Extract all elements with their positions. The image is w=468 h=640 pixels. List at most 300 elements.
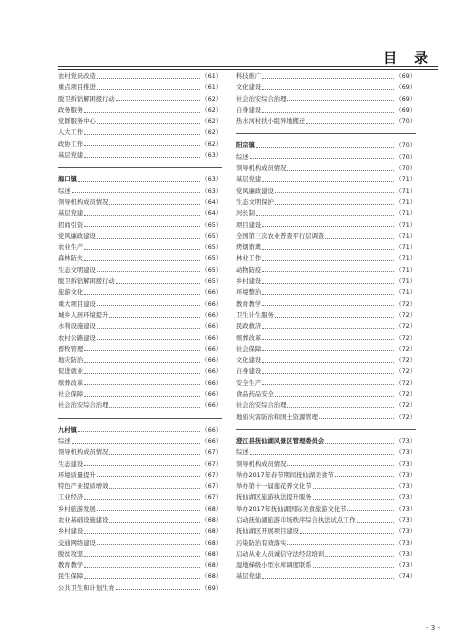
dot-leader: [262, 248, 394, 250]
toc-entry[interactable]: [58, 310, 222, 321]
toc-entry[interactable]: [58, 231, 222, 242]
dot-leader: [300, 532, 394, 534]
toc-entry-title: 脱贫攻坚: [58, 550, 84, 558]
dot-leader: [262, 293, 394, 295]
toc-entry-page: （66）: [201, 289, 222, 297]
toc-entry-page: （72）: [395, 345, 416, 353]
toc-entry-title: 殡葬改革: [58, 379, 84, 387]
dot-leader: [262, 361, 394, 363]
toc-entry-page: （71）: [395, 221, 416, 229]
toc-entry-title: 综述: [236, 153, 249, 161]
dot-leader: [84, 372, 200, 374]
dot-leader: [250, 157, 395, 159]
toc-entry-title: 林业工作: [236, 255, 262, 263]
toc-entry-page: （68）: [201, 562, 222, 570]
toc-entry[interactable]: [58, 571, 222, 582]
dot-leader: [72, 442, 201, 444]
toc-section-heading[interactable]: [58, 174, 222, 185]
toc-entry[interactable]: [236, 152, 416, 163]
toc-entry-page: （66）: [201, 300, 222, 308]
toc-entry-title: 举办2017年春节期间抚仙湖美食节: [236, 471, 334, 479]
dot-leader: [256, 146, 395, 148]
toc-entry-page: （62）: [201, 106, 222, 114]
toc-entry-title: 人大工作: [58, 129, 84, 137]
toc-entry-page: （66）: [201, 426, 222, 434]
toc-entry[interactable]: [236, 82, 416, 93]
toc-entry[interactable]: [236, 378, 416, 389]
toc-entry[interactable]: [58, 105, 222, 116]
toc-entry-title: 领导机构成员情况: [58, 449, 109, 457]
toc-entry-title: 民政救济: [236, 323, 262, 331]
toc-entry-page: （67）: [201, 449, 222, 457]
toc-entry[interactable]: [58, 197, 222, 208]
toc-entry-title: 自身建设: [236, 368, 262, 376]
toc-entry-page: （71）: [395, 289, 416, 297]
dot-leader: [84, 532, 200, 534]
dot-leader: [84, 144, 200, 146]
toc-entry-title: 重点项目推进: [58, 84, 96, 92]
toc-entry-page: （64）: [201, 210, 222, 218]
toc-entry[interactable]: [236, 299, 416, 310]
toc-entry-title: 乡村建设: [236, 278, 262, 286]
dot-leader: [84, 464, 200, 466]
toc-entry-page: （71）: [395, 198, 416, 206]
dot-leader: [116, 588, 201, 590]
dot-leader: [84, 156, 200, 158]
toc-entry-page: （71）: [395, 278, 416, 286]
toc-entry-page: （66）: [201, 334, 222, 342]
toc-entry-title: 政务服务: [58, 106, 84, 114]
toc-entry[interactable]: [58, 253, 222, 264]
toc-entry[interactable]: [58, 355, 222, 366]
toc-entry-title: 工业经济: [58, 494, 84, 502]
toc-entry-title: 文化建设: [236, 84, 262, 92]
toc-entry[interactable]: [236, 163, 416, 174]
toc-entry[interactable]: [58, 287, 222, 298]
toc-entry[interactable]: [236, 560, 416, 571]
dot-leader: [262, 372, 394, 374]
toc-entry-page: （71）: [395, 255, 416, 263]
toc-entry[interactable]: [58, 504, 222, 515]
toc-entry-page: （65）: [201, 266, 222, 274]
dot-leader: [275, 203, 395, 205]
toc-entry[interactable]: [236, 504, 416, 515]
toc-entry-page: （73）: [395, 528, 416, 536]
dot-leader: [109, 487, 200, 489]
toc-entry-title: 举办2017年抚仙湖国际美食旅游文化节: [236, 505, 347, 513]
toc-entry-page: （73）: [395, 471, 416, 479]
toc-entry-title: 海口镇: [58, 176, 77, 184]
toc-entry-page: （72）: [395, 379, 416, 387]
toc-entry-title: 脱卫拆钻解困援行动: [58, 278, 115, 286]
dot-leader: [325, 555, 394, 557]
dot-leader: [313, 498, 395, 500]
toc-entry-title: 科技推广: [236, 73, 262, 80]
toc-entry-page: （73）: [395, 449, 416, 457]
dot-leader: [97, 543, 201, 545]
toc-entry[interactable]: [58, 447, 222, 458]
toc-entry-page: （65）: [201, 221, 222, 229]
dot-leader: [97, 327, 201, 329]
toc-entry[interactable]: [58, 220, 222, 231]
dot-leader: [116, 282, 201, 284]
toc-entry[interactable]: [236, 538, 416, 549]
toc-entry[interactable]: [58, 389, 222, 400]
toc-entry[interactable]: [58, 538, 222, 549]
toc-entry[interactable]: [236, 174, 416, 185]
toc-entry[interactable]: [236, 321, 416, 332]
toc-section-heading[interactable]: [236, 140, 416, 151]
toc-entry[interactable]: [236, 208, 416, 219]
toc-entry-page: （67）: [201, 494, 222, 502]
toc-entry-title: 全国第三次农业普查平行层调查: [236, 232, 325, 240]
dot-leader: [109, 453, 200, 455]
dot-leader: [262, 327, 394, 329]
toc-entry-page: （71）: [395, 176, 416, 184]
toc-entry-page: （62）: [201, 118, 222, 126]
toc-entry-title: 殡葬改革: [236, 334, 262, 342]
toc-entry-page: （71）: [395, 232, 416, 240]
toc-entry-page: （71）: [395, 210, 416, 218]
dot-leader: [84, 555, 200, 557]
toc-entry[interactable]: [58, 116, 222, 127]
toc-entry[interactable]: [236, 526, 416, 537]
toc-entry-title: 社会治安综合治理: [236, 95, 287, 103]
toc-entry-title: 阳宗镇: [236, 142, 255, 150]
toc-entry-page: （72）: [395, 391, 416, 399]
toc-entry[interactable]: [58, 549, 222, 560]
dot-leader: [84, 349, 200, 351]
toc-entry[interactable]: [58, 492, 222, 503]
toc-entry-page: （69）: [395, 106, 416, 114]
toc-entry-page: （66）: [201, 311, 222, 319]
dot-leader: [357, 521, 395, 523]
toc-entry-page: （73）: [395, 516, 416, 524]
toc-entry-title: 社会治安综合治理: [236, 402, 287, 410]
toc-right-column: [236, 71, 416, 583]
toc-entry-title: 重大项目建设: [58, 300, 96, 308]
toc-entry-title: 教育教学: [236, 300, 262, 308]
toc-entry[interactable]: [236, 310, 416, 321]
toc-entry-title: 安全生产: [236, 379, 262, 387]
toc-entry[interactable]: [236, 344, 416, 355]
toc-entry-title: 党风廉政建设: [236, 187, 274, 195]
dot-leader: [97, 88, 201, 90]
toc-entry[interactable]: [58, 459, 222, 470]
toc-title: 目 录: [383, 51, 434, 67]
dot-leader: [109, 203, 200, 205]
dot-leader: [84, 577, 200, 579]
toc-entry-title: 水利设施建设: [58, 323, 96, 331]
dot-leader: [97, 338, 201, 340]
toc-entry-title: 农业生产: [58, 244, 84, 252]
toc-entry[interactable]: [58, 470, 222, 481]
toc-entry-title: 领导机构成员情况: [58, 198, 109, 206]
toc-entry-page: （72）: [395, 413, 416, 421]
toc-entry[interactable]: [58, 333, 222, 344]
toc-entry-page: （73）: [395, 550, 416, 558]
toc-entry[interactable]: [58, 366, 222, 377]
toc-entry-page: （71）: [395, 266, 416, 274]
toc-entry-title: 农村党员改造: [58, 73, 96, 80]
toc-entry-title: 领导机构成员情况: [236, 165, 287, 173]
toc-section-heading[interactable]: [236, 436, 416, 447]
toc-entry[interactable]: [236, 94, 416, 105]
dot-leader: [97, 237, 201, 239]
dot-leader: [84, 214, 200, 216]
toc-entry[interactable]: [236, 412, 416, 423]
toc-entry-page: （61）: [201, 84, 222, 92]
dot-leader: [109, 316, 200, 318]
toc-entry-title: 教育教学: [58, 562, 84, 570]
toc-section-heading[interactable]: [58, 425, 222, 436]
toc-entry-page: （66）: [201, 391, 222, 399]
toc-entry-title: 综述: [58, 187, 71, 195]
dot-leader: [287, 99, 394, 101]
toc-entry-title: 乡村建设: [58, 528, 84, 536]
dot-leader: [262, 270, 394, 272]
toc-entry-page: （70）: [395, 153, 416, 161]
toc-entry[interactable]: [58, 276, 222, 287]
toc-entry-title: 畜牧管理: [58, 345, 84, 353]
toc-entry[interactable]: [236, 481, 416, 492]
toc-entry-page: （71）: [395, 244, 416, 252]
toc-entry-title: 领导机构成员情况: [236, 460, 287, 468]
toc-entry[interactable]: [58, 71, 222, 82]
toc-entry-page: （70）: [395, 118, 416, 126]
dot-leader: [262, 180, 394, 182]
toc-entry-page: （65）: [201, 255, 222, 263]
toc-entry-title: 基层党建: [236, 573, 262, 581]
toc-entry-title: 地质灾害防治和国土资源管理: [236, 413, 318, 421]
toc-entry[interactable]: [236, 400, 416, 411]
toc-entry[interactable]: [236, 71, 416, 82]
toc-entry-page: （73）: [395, 494, 416, 502]
toc-section: [236, 429, 416, 583]
toc-entry[interactable]: [236, 242, 416, 253]
dot-leader: [97, 509, 201, 511]
toc-entry[interactable]: [236, 220, 416, 231]
toc-entry-page: （64）: [201, 198, 222, 206]
toc-entry[interactable]: [236, 197, 416, 208]
toc-entry-title: 基层党建: [58, 152, 84, 160]
dot-leader: [325, 442, 394, 444]
toc-entry-page: （69）: [201, 584, 222, 592]
toc-entry-page: （65）: [201, 278, 222, 286]
toc-entry-title: 公共卫生和计划生育: [58, 584, 115, 592]
toc-entry-title: 党群服务中心: [58, 118, 96, 126]
toc-entry[interactable]: [236, 231, 416, 242]
toc-entry-title: 抚仙湖区开展项目建设: [236, 528, 299, 536]
dot-leader: [78, 430, 201, 432]
toc-entry[interactable]: [236, 470, 416, 481]
toc-entry[interactable]: [58, 321, 222, 332]
toc-entry-page: （71）: [395, 187, 416, 195]
toc-entry[interactable]: [58, 139, 222, 150]
toc-entry[interactable]: [58, 208, 222, 219]
dot-leader: [97, 475, 201, 477]
toc-entry-title: 综述: [58, 437, 71, 445]
toc-entry-title: 澄江县抚仙湖风景区管理委员会: [236, 437, 325, 445]
toc-entry-title: 交通网络建设: [58, 539, 96, 547]
toc-entry-title: 综述: [236, 449, 249, 457]
toc-entry-page: （69）: [395, 95, 416, 103]
toc-left-column: [58, 71, 222, 594]
dot-leader: [72, 191, 201, 193]
toc-entry-page: （66）: [201, 345, 222, 353]
toc-entry[interactable]: [236, 333, 416, 344]
toc-entry[interactable]: [58, 344, 222, 355]
toc-entry[interactable]: [58, 560, 222, 571]
toc-entry[interactable]: [236, 105, 416, 116]
dot-leader: [275, 395, 395, 397]
toc-entry-page: （72）: [395, 402, 416, 410]
toc-entry-page: （68）: [201, 516, 222, 524]
toc-entry-page: （63）: [201, 187, 222, 195]
toc-entry[interactable]: [58, 583, 222, 594]
dot-leader: [84, 225, 200, 227]
toc-entry-page: （66）: [201, 368, 222, 376]
toc-entry[interactable]: [236, 515, 416, 526]
toc-entry[interactable]: [58, 242, 222, 253]
toc-entry[interactable]: [236, 366, 416, 377]
dot-leader: [84, 248, 200, 250]
toc-entry-title: 项目建设: [236, 221, 262, 229]
toc-entry[interactable]: [236, 116, 416, 127]
toc-entry[interactable]: [58, 378, 222, 389]
toc-entry-title: 乡村旅游发展: [58, 505, 96, 513]
dot-leader: [262, 338, 394, 340]
toc-entry-title: 促进就业: [58, 368, 84, 376]
toc-entry[interactable]: [58, 94, 222, 105]
toc-entry-title: 党风廉政建设: [58, 232, 96, 240]
toc-entry[interactable]: [236, 186, 416, 197]
toc-entry-page: （73）: [395, 483, 416, 491]
toc-entry-title: 民生保障: [58, 573, 84, 581]
toc-entry-title: 九村镇: [58, 426, 77, 434]
toc-entry-page: （72）: [395, 368, 416, 376]
toc-entry-page: （73）: [395, 505, 416, 513]
toc-entry-page: （73）: [395, 539, 416, 547]
dot-leader: [347, 509, 394, 511]
dot-leader: [84, 259, 200, 261]
toc-entry-page: （61）: [201, 73, 222, 80]
toc-entry-page: （62）: [201, 129, 222, 137]
dot-leader: [262, 225, 394, 227]
toc-entry-page: （66）: [201, 402, 222, 410]
toc-entry-page: （66）: [201, 357, 222, 365]
dot-leader: [109, 521, 200, 523]
toc-entry[interactable]: [236, 253, 416, 264]
toc-entry-page: （70）: [395, 165, 416, 173]
toc-entry[interactable]: [58, 265, 222, 276]
toc-entry[interactable]: [236, 355, 416, 366]
toc-section: [58, 167, 222, 411]
toc-entry-title: 特色产业提质增效: [58, 483, 109, 491]
dot-leader: [325, 237, 394, 239]
toc-entry-title: 湿地梯级小型水库调度联系: [236, 562, 312, 570]
toc-entry-page: （68）: [201, 573, 222, 581]
toc-entry-title: 环境整治: [236, 289, 262, 297]
toc-section: [58, 71, 222, 161]
toc-entry-page: （74）: [395, 573, 416, 581]
dot-leader: [262, 304, 394, 306]
toc-entry-title: 启动从业人员诚信守法经营培训: [236, 550, 325, 558]
toc-entry[interactable]: [58, 299, 222, 310]
toc-entry[interactable]: [236, 287, 416, 298]
toc-entry[interactable]: [236, 492, 416, 503]
toc-entry[interactable]: [58, 515, 222, 526]
dot-leader: [275, 191, 395, 193]
toc-entry-title: 社会保障: [236, 345, 262, 353]
toc-entry[interactable]: [236, 389, 416, 400]
dot-leader: [84, 498, 200, 500]
dot-leader: [84, 293, 200, 295]
dot-leader: [287, 406, 394, 408]
toc-entry-title: 社会治安综合治理: [58, 402, 109, 410]
toc-entry-page: （73）: [395, 460, 416, 468]
toc-entry-title: 烤烟畜禽: [236, 244, 262, 252]
toc-entry-title: 启动抚仙湖旅游市场秩序综合执法试点工作: [236, 516, 356, 524]
toc-entry-page: （67）: [201, 483, 222, 491]
dot-leader: [319, 417, 395, 419]
toc-entry[interactable]: [58, 400, 222, 411]
toc-entry-page: （72）: [395, 300, 416, 308]
toc-section: [236, 71, 416, 127]
toc-entry[interactable]: [58, 436, 222, 447]
toc-entry-title: 环境质量提升: [58, 471, 96, 479]
toc-entry-page: （70）: [395, 142, 416, 150]
dot-leader: [97, 122, 201, 124]
toc-entry[interactable]: [58, 127, 222, 138]
dot-leader: [313, 487, 395, 489]
toc-entry[interactable]: [58, 481, 222, 492]
dot-leader: [84, 111, 200, 113]
toc-entry[interactable]: [58, 526, 222, 537]
toc-entry[interactable]: [58, 150, 222, 161]
toc-entry-page: （62）: [201, 95, 222, 103]
dot-leader: [262, 111, 394, 113]
toc-entry-title: 招商引资: [58, 221, 84, 229]
toc-entry[interactable]: [236, 549, 416, 560]
toc-entry-title: 污染防治有效落实: [236, 539, 287, 547]
toc-entry-page: （72）: [395, 311, 416, 319]
toc-entry[interactable]: [236, 459, 416, 470]
dot-leader: [109, 406, 200, 408]
dot-leader: [262, 383, 394, 385]
toc-entry-title: 卫生计生服务: [236, 311, 274, 319]
toc-entry-title: 生态文明保护: [236, 198, 274, 206]
toc-entry-page: （68）: [201, 539, 222, 547]
dot-leader: [262, 349, 394, 351]
title-rule-thin: [58, 69, 438, 70]
toc-entry[interactable]: [236, 571, 416, 582]
toc-entry-page: （69）: [395, 73, 416, 80]
toc-entry-title: 热水河村扶小组异地搬迁: [236, 118, 306, 126]
toc-entry-title: 生态文明建设: [58, 266, 96, 274]
toc-entry-title: 旅游文化: [58, 289, 84, 297]
toc-entry-page: （73）: [395, 437, 416, 445]
toc-entry[interactable]: [58, 186, 222, 197]
toc-entry[interactable]: [236, 276, 416, 287]
toc-entry[interactable]: [236, 265, 416, 276]
toc-entry[interactable]: [58, 82, 222, 93]
dot-leader: [84, 361, 200, 363]
dot-leader: [116, 99, 201, 101]
toc-entry[interactable]: [236, 447, 416, 458]
toc-entry-title: 举办第十一届莲花养文化节: [236, 483, 312, 491]
toc-entry-page: （67）: [201, 460, 222, 468]
